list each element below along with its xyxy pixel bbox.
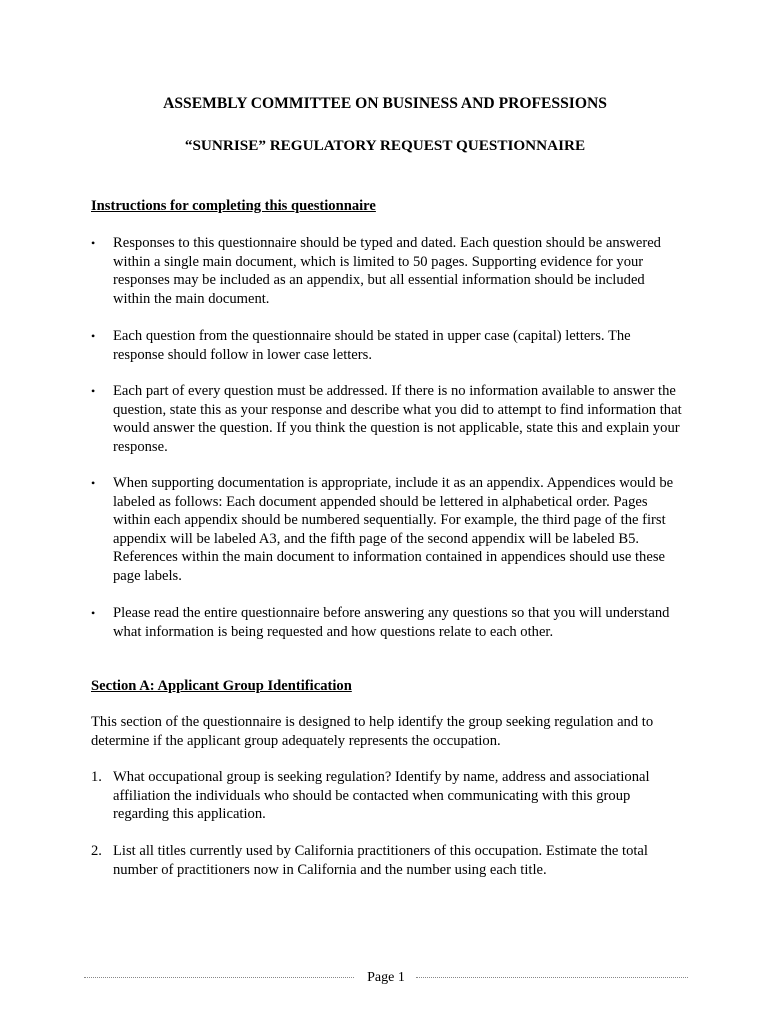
instruction-text: When supporting documentation is appropriate, include it as an appendix. Appendices would be labeled as follows: Each document appended should be lettered in alphabetical order. Pages within each appendix should be numbered sequentially. For example, the third page of the first appendix will be labeled A3, and the fifth page of the second appendix will be labeled B5. References within the main document to information contained in appendices should use these page labels. xyxy=(113,475,674,584)
document-subtitle: “SUNRISE” REGULATORY REQUEST QUESTIONNAIRE xyxy=(184,137,586,154)
page-number: Page 1 xyxy=(367,970,405,985)
bullet-icon: • xyxy=(91,236,96,250)
instructions-heading: Instructions for completing this questionnaire xyxy=(91,198,376,214)
instruction-text: Each question from the questionnaire should be stated in upper case (capital) letters. The response should follow in lower case letters. xyxy=(113,328,631,363)
question-number: 2. xyxy=(91,843,102,859)
question-number: 1. xyxy=(91,769,102,785)
instruction-text: Please read the entire questionnaire before answering any questions so that you will understand what information is being requested and how questions relate to each other. xyxy=(113,605,670,640)
page-footer xyxy=(84,968,688,988)
question-text: List all titles currently used by California practitioners of this occupation. Estimate the total number of practitioners now in California and the number using each title. xyxy=(113,843,648,878)
bullet-icon: • xyxy=(91,329,96,343)
question-text: What occupational group is seeking regulation? Identify by name, address and associational affiliation the individuals who should be contacted when communicating with this group regarding this application. xyxy=(113,769,650,823)
instruction-text: Responses to this questionnaire should be typed and dated. Each question should be answered within a single main document, which is limited to 50 pages. Supporting evidence for your responses may be included as an appendix, but all essential information should be included within the main document. xyxy=(113,235,661,307)
bullet-icon: • xyxy=(91,384,96,398)
bullet-icon: • xyxy=(91,606,96,620)
section-a-intro: This section of the questionnaire is designed to help identify the group seeking regulation and to determine if the applicant group adequately represents the occupation. xyxy=(91,714,654,749)
document-title: ASSEMBLY COMMITTEE ON BUSINESS AND PROFESSIONS xyxy=(163,95,607,112)
bullet-icon: • xyxy=(91,476,96,490)
instruction-text: Each part of every question must be addressed. If there is no information available to answer the question, state this as your response and describe what you did to attempt to find information that would answer the question. If you think the question is not applicable, state this and explain your response. xyxy=(113,383,682,455)
footer-divider-right xyxy=(416,977,688,978)
footer-divider-left xyxy=(84,977,354,978)
section-a-heading: Section A: Applicant Group Identification xyxy=(91,678,352,694)
